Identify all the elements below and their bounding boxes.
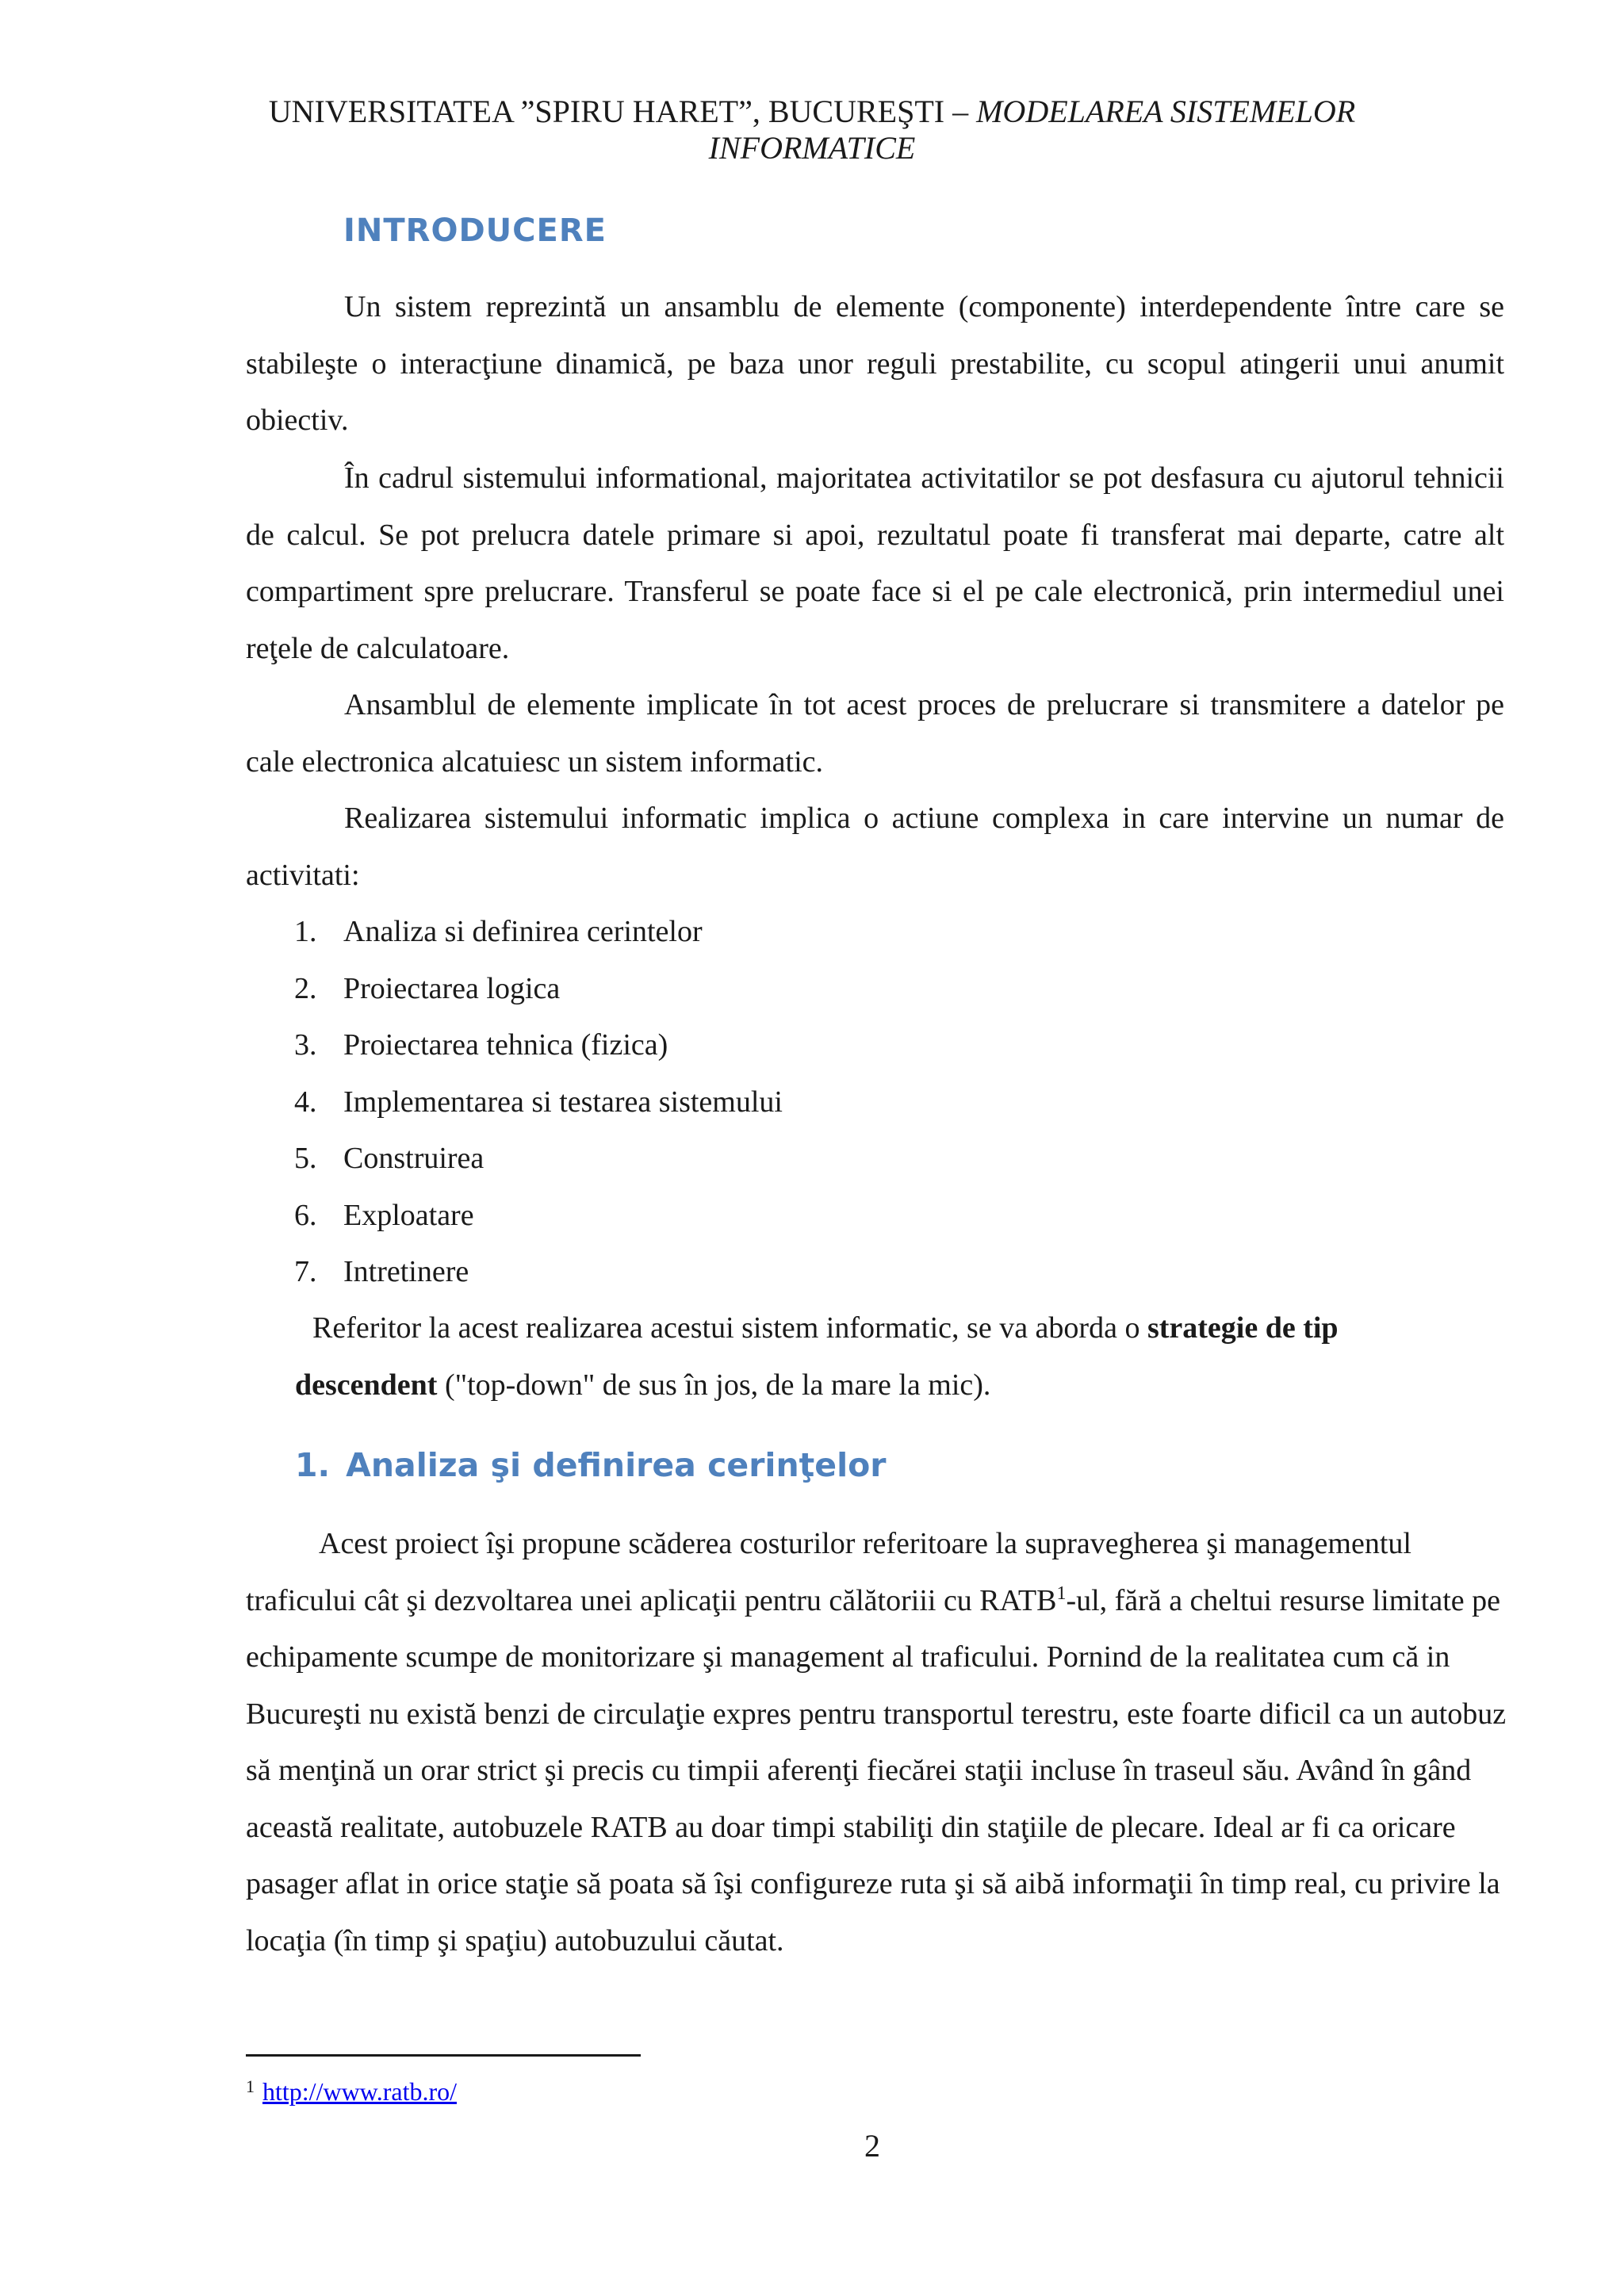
list-item-text: Intretinere	[343, 1255, 469, 1288]
list-item-number: 1.	[294, 915, 317, 948]
page-header	[0, 94, 1624, 166]
section-title: Analiza şi definirea cerinţelor	[346, 1446, 887, 1484]
section-number: 1.	[295, 1446, 331, 1484]
section-heading	[295, 1443, 887, 1487]
list-item-text: Analiza si definirea cerintelor	[343, 915, 703, 948]
list-item-number: 7.	[294, 1255, 317, 1288]
list-item-number: 3.	[294, 1028, 317, 1062]
list-item	[294, 1017, 783, 1074]
intro-paragraph-information-system: În cadrul sistemului informational, majoritatea activitatilor se pot desfasura cu ajutorul tehnicii de calcul. Se pot prelucra datele primare si apoi, rezultatul poate fi transferat mai departe, catre alt compartiment spre prelucrare. Transferul se poate face si el pe cale electronică, prin intermediul unei reţele de calculatoare.	[246, 461, 1504, 665]
list-item-number: 6.	[294, 1198, 317, 1232]
approach-text-post: ("top-down" de sus în jos, de la mare la mic).	[437, 1368, 991, 1402]
page-number: 2	[864, 2128, 880, 2164]
list-item-text: Proiectarea logica	[343, 971, 561, 1005]
approach-descendent-bold: descendent	[295, 1368, 438, 1402]
list-item	[294, 904, 783, 961]
section-paragraph-part2: -ul, fără a cheltui resurse limitate pe echipamente scumpe de monitorizare şi management al traficului. Pornind de la realitatea cum că in Bucureşti nu există benzi de circulaţie expres pentru transportul terestru, este foarte dificil ca un autobuz să menţină un orar strict şi precis cu timpii aferenţi fiecărei staţii incluse în traseul său. Având în gând această realitate, autobuzele RATB au doar timpi stabiliţi din staţiile de plecare. Ideal ar fi ca oricare pasager aflat in orice staţie să poata să îşi configureze ruta şi să aibă informaţii în timp real, cu privire la locaţia (în timp şi spaţiu) autobuzului căutat.	[246, 1583, 1507, 1957]
header-course-title-cont: INFORMATICE	[708, 130, 916, 166]
footnote-reference[interactable]: 1	[1056, 1582, 1067, 1604]
header-university: UNIVERSITATEA ”SPIRU HARET”, BUCUREŞTI	[268, 94, 945, 129]
list-item-number: 5.	[294, 1142, 317, 1175]
intro-paragraph-activities-lead: Realizarea sistemului informatic implica o actiune complexa in care intervine un numar de activitati:	[246, 802, 1504, 892]
list-item	[294, 961, 783, 1018]
approach-strategy-bold: strategie de tip	[1147, 1311, 1339, 1345]
intro-paragraph-informatic-system: Ansamblul de elemente implicate în tot acest proces de prelucrare si transmitere a datelor pe cale electronica alcatuiesc un sistem informatic.	[246, 688, 1504, 779]
list-item-number: 2.	[294, 971, 317, 1005]
approach-paragraph	[295, 1300, 1437, 1414]
list-item	[294, 1131, 783, 1188]
footnote-marker: 1	[246, 2076, 255, 2096]
list-item-text: Proiectarea tehnica (fizica)	[343, 1028, 668, 1062]
activities-list	[294, 904, 783, 1301]
footnote	[246, 2071, 457, 2107]
section-paragraph-project-goal	[246, 1516, 1515, 1969]
header-course-title: – MODELAREA SISTEMELOR	[944, 94, 1356, 129]
list-item	[294, 1244, 783, 1301]
intro-heading: INTRODUCERE	[343, 212, 607, 249]
approach-text-pre: Referitor la acest realizarea acestui sistem informatic, se va aborda o	[312, 1311, 1147, 1345]
section-paragraph-part1: Acest proiect îşi propune scăderea costurilor referitoare la supravegherea şi managementul traficului cât şi dezvoltarea unei aplicaţii pentru călătoriii cu RATB	[246, 1527, 1411, 1617]
list-item-text: Implementarea si testarea sistemului	[343, 1085, 783, 1119]
list-item	[294, 1074, 783, 1131]
footnote-separator	[246, 2054, 641, 2057]
intro-paragraph-system-definition: Un sistem reprezintă un ansamblu de elemente (componente) interdependente între care se stabileşte o interacţiune dinamică, pe baza unor reguli prestabilite, cu scopul atingerii unui anumit obiectiv.	[246, 290, 1504, 437]
footnote-link[interactable]: http://www.ratb.ro/	[262, 2077, 457, 2106]
list-item-text: Exploatare	[343, 1198, 474, 1232]
list-item	[294, 1188, 783, 1245]
list-item-number: 4.	[294, 1085, 317, 1119]
list-item-text: Construirea	[343, 1142, 485, 1175]
